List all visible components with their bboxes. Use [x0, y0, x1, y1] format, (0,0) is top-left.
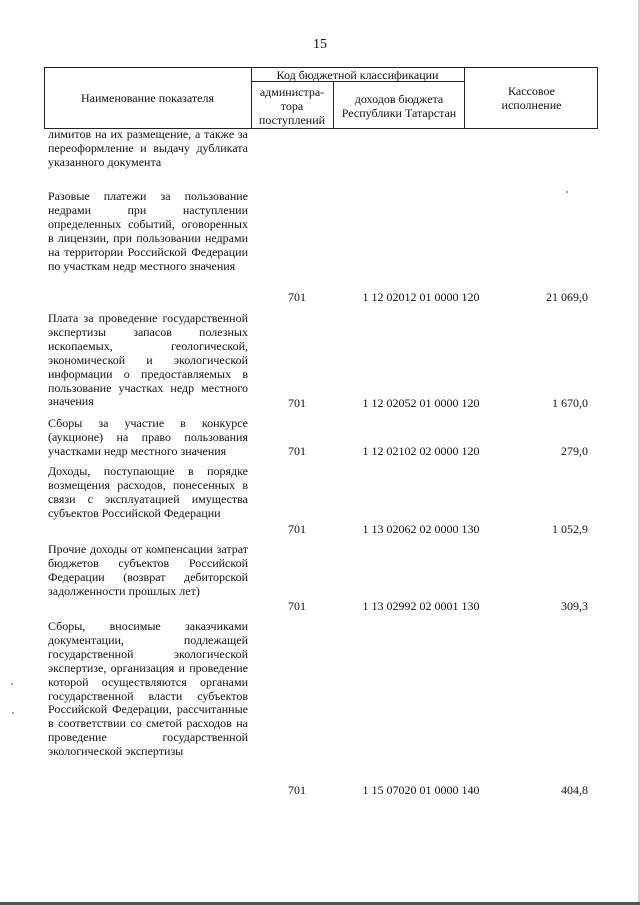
row-code: 1 13 02992 02 0001 130 — [362, 599, 480, 613]
row-admin: 701 — [288, 599, 306, 613]
header-name: Наименование показателя — [81, 91, 214, 105]
page-number: 15 — [313, 37, 327, 52]
row-name: Разовые платежи за пользование недрами при наступлении определенных событий, оговоренных в лицензии, при пользовании недрами на территории Российской Федерации по участкам недр местного значения — [48, 189, 248, 273]
row-name: Доходы, поступающие в порядке возмещения расходов, понесенных в связи с эксплуатацией имущества субъектов Российской Федерации — [48, 464, 248, 520]
row-name: Прочие доходы от компенсации затрат бюджетов субъектов Российской Федерации (возврат дебиторской задолженности прошлых лет) — [48, 542, 248, 598]
table-header — [44, 67, 598, 129]
row-admin: 701 — [288, 522, 306, 536]
row-amount: 404,8 — [561, 783, 588, 797]
row-code: 1 12 02052 01 0000 120 — [362, 396, 480, 410]
row-code: 1 12 02102 02 0000 120 — [362, 444, 480, 458]
row-admin: 701 — [288, 444, 306, 458]
row-amount: 1 052,9 — [552, 522, 588, 536]
row-amount: 279,0 — [561, 444, 588, 458]
row-name: лимитов на их размещение, а также за переоформление и выдачу дубликата указанного документа — [48, 127, 248, 169]
header-budget-code: Код бюджетной классификации — [276, 67, 439, 82]
scan-speck — [12, 712, 14, 714]
row-name: Сборы, вносимые заказчиками документации, подлежащей государственной экологической экспертизе, организация и проведение которой осуществляются органами государственной власти субъектов Российской Федерации, рассчитанные в соответствии со сметой расходов на проведение государственной экологической экспертизы — [48, 619, 248, 759]
row-code: 1 13 02062 02 0000 130 — [362, 522, 480, 536]
row-amount: 1 670,0 — [552, 396, 588, 410]
row-name: Плата за проведение государственной экспертизы запасов полезных ископаемых, геологической, экономической и экологической информации о предоставляемых в пользование участках недр местного значения — [48, 311, 248, 409]
header-revenue: доходов бюджета Республики Татарстан — [341, 91, 457, 120]
row-admin: 701 — [288, 396, 306, 410]
header-execution: Кассовое исполнение — [501, 84, 562, 112]
row-code: 1 15 07020 01 0000 140 — [362, 783, 480, 797]
row-name: Сборы за участие в конкурсе (аукционе) на право пользования участками недр местного значения — [48, 416, 248, 458]
row-admin: 701 — [288, 783, 306, 797]
row-amount: 309,3 — [561, 599, 588, 613]
row-amount: 21 069,0 — [546, 290, 588, 304]
header-admin: администра-тора поступлений — [258, 84, 326, 127]
scan-speck — [566, 191, 568, 193]
row-admin: 701 — [288, 290, 306, 304]
scan-speck — [11, 683, 13, 685]
row-code: 1 12 02012 01 0000 120 — [362, 290, 480, 304]
